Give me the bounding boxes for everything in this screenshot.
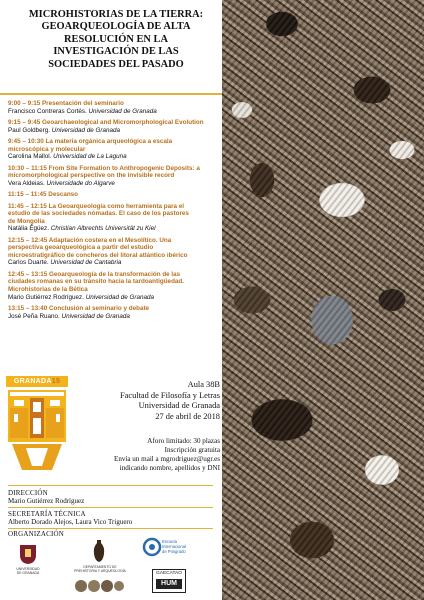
vase-icon <box>92 539 106 563</box>
direction-value: Mario Gutiérrez Rodríguez <box>8 497 85 505</box>
program-talk-line: microestratigráfico de concheros del litoral atlántico ibérico <box>8 251 188 259</box>
tower-icon <box>6 376 68 472</box>
escuela-logo-text <box>162 539 196 554</box>
escuela-line: Escuela <box>162 539 177 544</box>
escuela-posgrado-icon <box>142 537 162 557</box>
prehistoria-line: PREHISTORIA Y ARQUEOLOGÍA <box>74 569 126 573</box>
program-item <box>8 237 222 267</box>
program-talk-line <box>8 203 222 211</box>
logo-label: GRANADA <box>13 378 52 385</box>
registration-line: Inscripción gratuita <box>164 445 220 454</box>
section-divider <box>8 507 213 508</box>
program-speaker-line <box>8 313 222 321</box>
title-line: SOCIEDADES DEL PASADO <box>48 58 184 70</box>
venue-block <box>88 380 220 422</box>
program-talk-line: de Mongolia <box>8 217 45 225</box>
prehistoria-line: DEPARTAMENTO DE <box>83 565 117 569</box>
program-speaker-line <box>8 180 222 188</box>
program-speaker-line <box>8 294 222 302</box>
program-speaker: José Peña Ruano. <box>8 312 62 320</box>
program-speaker: Vera Aldeias. <box>8 179 47 187</box>
registration-line: Aforo limitado: 30 plazas <box>147 437 220 445</box>
program-speaker: Mario Gutiérrez Rodríguez. <box>8 293 86 301</box>
title-line: GEOARQUEOLOGÍA DE ALTA <box>41 21 191 33</box>
program-item <box>8 271 222 301</box>
venue-date: 27 de abril de 2018 <box>155 411 220 421</box>
section-divider <box>8 528 213 529</box>
secretary-heading: SECRETARÍA TÉCNICA <box>8 510 86 518</box>
program-talk-line <box>8 271 222 279</box>
program-affiliation: Universidad de La Laguna <box>53 153 127 161</box>
program-speaker: Carolina Mallol. <box>8 153 54 161</box>
program-talk-line: Microhistorias de la Bética <box>8 286 88 294</box>
program-talk-line <box>8 191 222 199</box>
program-talk: Conclusión al seminario y debate <box>48 305 150 313</box>
program-talk-line: micromorphological perspective on the invisible record <box>8 172 175 180</box>
program-talk: Geoarqueología de la transformación de las <box>48 270 181 278</box>
program-talk: Descanso <box>48 191 79 199</box>
program-speaker-line <box>8 259 222 267</box>
program-speaker-line <box>8 225 222 233</box>
program-item <box>8 119 222 134</box>
program-time: 12:45 – 13:15 <box>8 270 48 278</box>
venue-university: Universidad de Granada <box>138 401 220 410</box>
program-speaker-line <box>8 108 222 116</box>
program-talk-line <box>8 119 222 127</box>
program-item <box>8 203 222 233</box>
program-talk: From Site Formation to Anthropogenic Deposits: a <box>48 164 200 172</box>
program-time: 11:15 – 11:45 <box>8 191 47 199</box>
secretary-value: Alberto Dorado Alejos, Laura Vico Triguero <box>8 518 133 526</box>
program-talk-line <box>8 100 222 108</box>
program-affiliation: Universidad de Granada <box>88 107 157 115</box>
gaecatao-logo <box>152 569 186 593</box>
micromorphology-photo <box>222 0 424 600</box>
ugr-line: DE GRANADA <box>16 571 40 575</box>
program-time: 9:00 – 9:15 <box>8 100 41 107</box>
program-time: 13:15 – 13:40 <box>8 305 48 313</box>
program-item <box>8 191 222 199</box>
secretary-section <box>8 510 132 526</box>
program-time: 9:45 – 10:30 <box>8 137 44 145</box>
direction-heading: DIRECCIÓN <box>8 489 48 497</box>
program-talk-line <box>8 305 222 313</box>
program-time: 9:15 – 9:45 <box>8 118 41 126</box>
program-talk-line <box>8 237 222 245</box>
granada15-logo <box>6 376 68 472</box>
program-affiliation: Universidad de Cantabria <box>50 259 122 267</box>
program-time: 10:30 – 11:15 <box>8 164 47 172</box>
venue-faculty: Facultad de Filosofía y Letras <box>119 390 220 400</box>
organization-heading: ORGANIZACIÓN <box>8 530 65 538</box>
program-talk: Geoarchaeological and Micromorphological Evolution <box>41 118 204 126</box>
logo-number: 15 <box>51 378 61 385</box>
program-talk-line: ciudades romanas en su tránsito hacia la tardoantigüedad. <box>8 278 185 286</box>
direction-section <box>8 489 84 505</box>
program-item <box>8 305 222 320</box>
program-affiliation: Christian Albrechts Universität zu Kiel <box>50 225 156 233</box>
coins-icon <box>74 579 124 593</box>
program-talk: La Geoarqueología como herramienta para el <box>48 202 185 210</box>
program-speaker: Natàlia Égüez. <box>8 225 51 233</box>
registration-line: Envía un mail a mgrodriguez@ugr.es <box>113 454 220 463</box>
program-list <box>8 100 222 324</box>
program-talk: La materia orgánica arqueológica a escala <box>45 137 173 145</box>
gaecatao-name: GAECATAO <box>156 571 182 576</box>
program-talk-line <box>8 165 222 173</box>
program-talk-line: microscópica y molecular <box>8 145 86 153</box>
ugr-crest-icon <box>16 543 40 565</box>
escuela-line: Internacional <box>162 544 186 549</box>
venue-room: Aula 38B <box>187 380 220 389</box>
program-speaker: Paul Goldberg. <box>8 126 52 134</box>
program-item <box>8 138 222 161</box>
program-time: 11:45 – 12:15 <box>8 202 47 210</box>
section-divider <box>8 485 213 486</box>
program-item <box>8 100 222 115</box>
program-talk: Adaptación costera en el Mesolítico. Una <box>48 236 172 244</box>
title-line: MICROHISTORIAS DE LA TIERRA: <box>28 9 204 20</box>
program-talk: Presentación del seminario <box>41 100 124 107</box>
hum-label: HUM <box>156 579 182 589</box>
title-line: INVESTIGACIÓN DE LAS <box>53 46 179 58</box>
program-affiliation: Universidade do Algarve <box>46 179 115 187</box>
program-talk-line: perspectiva geoarqueológica a partir del estudio <box>8 244 154 252</box>
ugr-line: UNIVERSIDAD <box>16 567 40 571</box>
program-speaker-line <box>8 153 222 161</box>
ugr-logo-text <box>10 567 46 575</box>
registration-line: indicando nombre, apellidos y DNI <box>119 463 220 472</box>
escuela-line: de Posgrado <box>162 549 186 554</box>
program-talk-line <box>8 138 222 146</box>
program-speaker: Francisco Contreras Cortés. <box>8 107 89 115</box>
program-time: 12:15 – 12:45 <box>8 236 48 244</box>
program-affiliation: Universidad de Granada <box>51 126 121 134</box>
program-speaker: Carlos Duarte. <box>8 259 51 267</box>
organizer-logos <box>10 535 215 595</box>
program-talk-line: estudio de las sociedades nómadas. El caso de los pastores <box>8 210 189 218</box>
program-affiliation: Universidad de Granada <box>61 312 130 320</box>
title-divider <box>0 93 222 97</box>
program-speaker-line <box>8 127 222 135</box>
prehistoria-logo-text <box>74 565 126 573</box>
program-item <box>8 165 222 188</box>
registration-block <box>88 437 220 473</box>
program-affiliation: Universidad de Granada <box>85 293 154 301</box>
poster-title <box>10 9 222 71</box>
title-line: RESOLUCIÓN EN LA <box>64 33 168 45</box>
